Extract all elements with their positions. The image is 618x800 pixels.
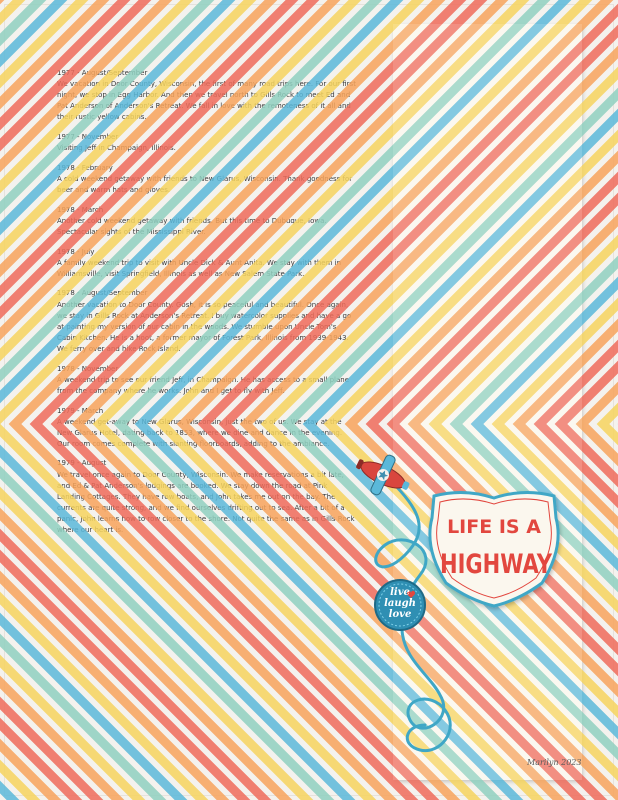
entry-text: A family weekend trip to visit with Uncle Dick & Aunt Anita. We stay with them in Williamsville, visit Springfield, Illinois as well as New Salem State Park. <box>57 258 342 278</box>
artist-signature: Marilyn 2023 <box>527 758 582 767</box>
chevron-stripes <box>393 24 582 780</box>
entry-date: 1979 - March <box>57 406 104 415</box>
button-line-3: love <box>388 609 412 620</box>
entry-date: 1978 - February <box>57 163 113 172</box>
badge-line-2: HIGHWAY <box>440 549 553 580</box>
entry-text: Visiting Jeff in Champaign, Illinois. <box>57 144 176 153</box>
entry-date: 1978 - March <box>57 205 104 214</box>
life-is-a-highway-badge <box>424 488 564 608</box>
entry-date: 1977 - November <box>57 133 119 142</box>
button-line-2: laugh <box>384 598 416 609</box>
entry-date: 1978 - July <box>57 247 95 256</box>
button-line-1: live <box>390 587 410 598</box>
entry-text: We vacation in Door County, Wisconsin, the first of many road trips here. For our first night, we stop in Egg Harbor. And then we travel north to Gills Rock to meet Ed and Pat Anderson of Anderson's Retreat. We fall in love with the remoteness of it all and their rustic yellow cabins. <box>57 80 356 122</box>
entry-text: Another cold weekend getaway with friends. But this time to Dubuque, Iowa. Spectacular sights of the Mississippi River. <box>57 216 327 236</box>
entry-text: We travel once again to Door County, Wisconsin. We make reservations a bit late, and Ed & Pat Anderson's lodgings are booked. We stay down the road at Pink Landing Cottages. They have row boats, and John takes me out on the bay. The currents are quite strong, and we find ourselves drifting out to sea. After a bit of a panic, John learns how to row closer to the shore. Not quite the same as in Gills Rock where our heart is. <box>57 470 355 535</box>
entry-text: A weekend trip to see our friend Jeff, in Champaign. He has access to a small plane from the company where he works. John and I get to fly with Jeff. <box>57 375 350 395</box>
badge-line-1: LIFE IS A <box>447 516 541 538</box>
entry-text: A cold weekend getaway with friends to New Glarus, Wisconsin. Thank goodness for beer and warm hats and gloves. <box>57 174 353 195</box>
entry-date: 1978 - August/September <box>57 289 148 298</box>
entry-date: 1978 - November <box>57 364 119 373</box>
entry-date: 1977 - August/September <box>57 69 148 77</box>
journal-entry <box>57 68 357 123</box>
entry-date: 1979 - August <box>57 459 107 468</box>
live-laugh-love-button <box>373 578 427 632</box>
entry-text: A weekend get-away to New Glarus, Wisconsin, just the two of us. We stay at the New Glarus Hotel, dating back to 1853, where we dine and dance in the evening. Our room comes complete with slanting floorboards, adding to the ambiance. <box>57 417 343 448</box>
entry-text: Another vacation to Door County. Gosh, it is so peaceful and beautiful. Once again, we stay in Gills Rock at Anderson's Retreat. I buy watercolor supplies and have a go at painting my version of our cabin in the woods. We stumble upon Uncle Tom's Cabin Kitchen. He is a hoot, a former mayor of Forest Park, Illinois from 1939-1943. We ferry over and hike Rock Island. <box>57 300 352 353</box>
paper-texture-overlay <box>393 24 582 780</box>
chevron-stripe-paper <box>393 24 582 780</box>
airplane-icon <box>352 446 414 504</box>
